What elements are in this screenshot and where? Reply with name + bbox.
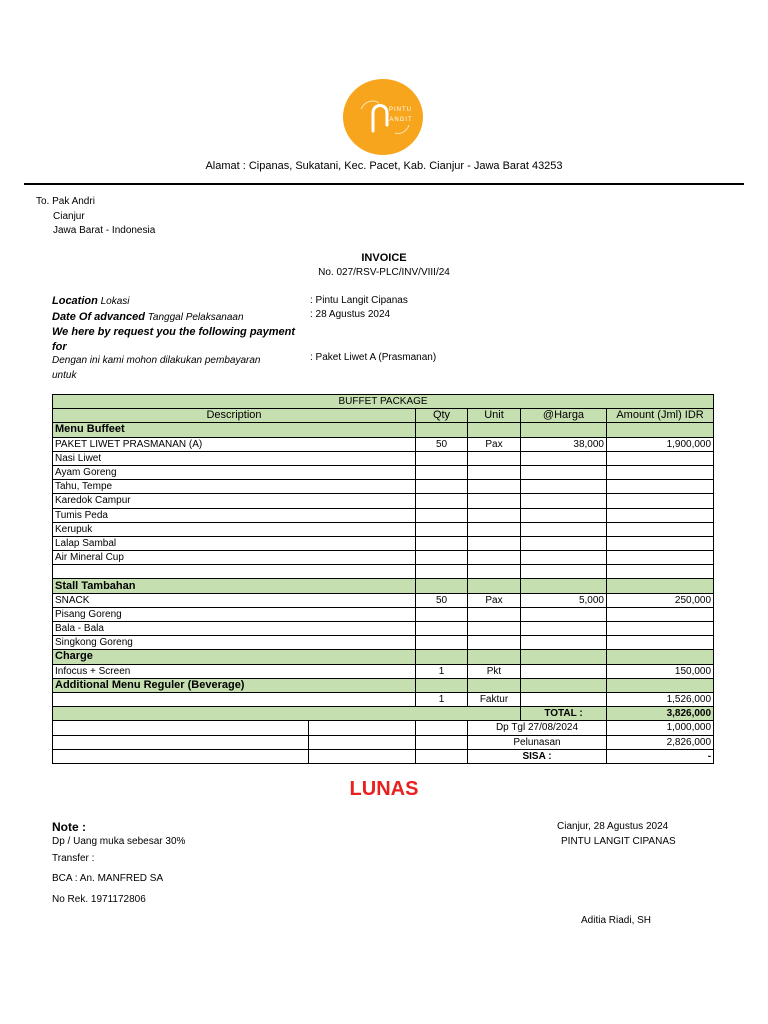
item-price (521, 565, 607, 579)
table-row (53, 622, 714, 636)
item-qty (416, 522, 468, 536)
item-unit (468, 522, 521, 536)
item-amount (607, 678, 714, 692)
item-price (521, 650, 607, 664)
table-row (53, 593, 714, 607)
item-description: Ayam Goreng (53, 465, 416, 479)
table-row (53, 437, 714, 451)
table-row (53, 522, 714, 536)
table-row (53, 451, 714, 465)
item-unit (468, 678, 521, 692)
item-qty (416, 465, 468, 479)
item-qty (416, 494, 468, 508)
item-description: Pisang Goreng (53, 607, 416, 621)
section-title: Menu Buffeet (53, 423, 416, 437)
item-description: Karedok Campur (53, 494, 416, 508)
item-amount (607, 636, 714, 650)
item-qty (416, 579, 468, 593)
item-unit (468, 565, 521, 579)
recipient-block (36, 195, 155, 239)
item-amount: 150,000 (607, 664, 714, 678)
item-description: Singkong Goreng (53, 636, 416, 650)
logo-text-bottom: LANGIT (385, 117, 413, 123)
item-price: 5,000 (521, 593, 607, 607)
item-price (521, 465, 607, 479)
item-unit (468, 465, 521, 479)
item-price (521, 494, 607, 508)
item-qty: 50 (416, 437, 468, 451)
item-amount (607, 480, 714, 494)
table-row (53, 465, 714, 479)
item-qty: 1 (416, 692, 468, 706)
dp-value: 1,000,000 (607, 721, 714, 735)
item-unit (468, 508, 521, 522)
item-unit: Faktur (468, 692, 521, 706)
item-description: Nasi Liwet (53, 451, 416, 465)
section-row (53, 678, 714, 692)
item-qty (416, 551, 468, 565)
dp-label: Dp Tgl 27/08/2024 (468, 721, 607, 735)
item-unit (468, 650, 521, 664)
note-account: No Rek. 1971172806 (52, 894, 146, 905)
recipient-city: Cianjur (53, 210, 85, 222)
item-qty (416, 423, 468, 437)
total-value: 3,826,000 (607, 707, 714, 721)
item-description (53, 565, 416, 579)
item-unit: Pax (468, 593, 521, 607)
table-row (53, 664, 714, 678)
total-label: TOTAL : (521, 707, 607, 721)
table-row (53, 636, 714, 650)
date-label-id: Tanggal Pelaksanaan (147, 311, 244, 323)
pelunasan-label: Pelunasan (468, 735, 607, 749)
item-qty (416, 636, 468, 650)
item-qty (416, 480, 468, 494)
item-qty (416, 622, 468, 636)
table-row (53, 692, 714, 706)
item-unit (468, 494, 521, 508)
item-amount: 1,900,000 (607, 437, 714, 451)
request-value: : Paket Liwet A (Prasmanan) (310, 352, 437, 363)
item-amount (607, 579, 714, 593)
paid-stamp: LUNAS (349, 778, 419, 800)
item-price (521, 678, 607, 692)
signature-place-date: Cianjur, 28 Agustus 2024 (557, 821, 669, 832)
item-price (521, 551, 607, 565)
item-price (521, 692, 607, 706)
pelunasan-value: 2,826,000 (607, 735, 714, 749)
note-dp: Dp / Uang muka sebesar 30% (52, 836, 186, 847)
request-label-line2: for (52, 340, 67, 353)
location-label-id: Lokasi (100, 296, 130, 307)
header-amount: Amount (Jml) IDR (607, 409, 714, 423)
item-description: Tumis Peda (53, 508, 416, 522)
table-title: BUFFET PACKAGE (53, 395, 714, 409)
item-price (521, 636, 607, 650)
invoice-number: No. 027/RSV-PLC/INV/VIII/24 (318, 267, 450, 278)
company-logo (343, 79, 423, 155)
invoice-table (52, 394, 714, 764)
item-amount (607, 522, 714, 536)
sisa-value: - (607, 749, 714, 763)
item-price (521, 522, 607, 536)
item-price: 38,000 (521, 437, 607, 451)
item-description: PAKET LIWET PRASMANAN (A) (53, 437, 416, 451)
header-unit: Unit (468, 409, 521, 423)
section-row (53, 423, 714, 437)
total-spacer (53, 707, 521, 721)
request-label-line1: We here by request you the following payment (52, 326, 296, 338)
table-row (53, 494, 714, 508)
item-qty (416, 451, 468, 465)
header-qty: Qty (416, 409, 468, 423)
header-divider (24, 183, 744, 185)
item-unit (468, 607, 521, 621)
item-price (521, 480, 607, 494)
date-label: Date Of advanced (52, 310, 145, 323)
item-amount (607, 465, 714, 479)
item-amount (607, 622, 714, 636)
item-unit (468, 480, 521, 494)
item-qty: 1 (416, 664, 468, 678)
company-address: Alamat : Cipanas, Sukatani, Kec. Pacet, Kab. Cianjur - Jawa Barat 43253 (205, 160, 563, 172)
item-unit (468, 551, 521, 565)
recipient-region: Jawa Barat - Indonesia (53, 225, 156, 236)
note-title: Note : (52, 820, 86, 834)
item-amount (607, 536, 714, 550)
item-qty: 50 (416, 593, 468, 607)
table-row (53, 607, 714, 621)
item-unit (468, 622, 521, 636)
item-description: Air Mineral Cup (53, 551, 416, 565)
header-description: Description (53, 409, 416, 423)
item-qty (416, 607, 468, 621)
recipient-name: To. Pak Andri (36, 196, 95, 207)
item-amount (607, 650, 714, 664)
item-unit (468, 536, 521, 550)
logo-text-top: PINTU (389, 107, 412, 113)
item-description: SNACK (53, 593, 416, 607)
invoice-title: INVOICE (361, 252, 407, 264)
item-amount (607, 551, 714, 565)
note-transfer: Transfer : (52, 853, 95, 864)
item-amount (607, 451, 714, 465)
item-unit (468, 579, 521, 593)
invoice-info-labels (52, 294, 297, 383)
item-amount: 1,526,000 (607, 692, 714, 706)
item-amount (607, 494, 714, 508)
table-row (53, 551, 714, 565)
item-amount (607, 565, 714, 579)
section-title: Additional Menu Reguler (Beverage) (53, 678, 416, 692)
item-qty (416, 508, 468, 522)
item-description: Bala - Bala (53, 622, 416, 636)
signature-name: Aditia Riadi, SH (581, 915, 652, 926)
item-unit (468, 423, 521, 437)
item-price (521, 508, 607, 522)
table-row (53, 536, 714, 550)
item-description: Infocus + Screen (53, 664, 416, 678)
item-price (521, 579, 607, 593)
item-description (53, 692, 416, 706)
item-qty (416, 565, 468, 579)
request-label-id-line2: untuk (52, 369, 77, 381)
item-unit: Pax (468, 437, 521, 451)
section-row (53, 579, 714, 593)
item-unit (468, 636, 521, 650)
location-value: : Pintu Langit Cipanas (310, 295, 408, 306)
item-price (521, 451, 607, 465)
item-amount (607, 423, 714, 437)
signature-company: PINTU LANGIT CIPANAS (561, 836, 676, 847)
item-amount (607, 607, 714, 621)
item-unit (468, 451, 521, 465)
sisa-label: SISA : (468, 749, 607, 763)
item-qty (416, 650, 468, 664)
table-row (53, 565, 714, 579)
section-title: Charge (53, 650, 416, 664)
item-amount (607, 508, 714, 522)
item-price (521, 607, 607, 621)
section-title: Stall Tambahan (53, 579, 416, 593)
header-price: @Harga (521, 409, 607, 423)
table-row (53, 508, 714, 522)
item-description: Kerupuk (53, 522, 416, 536)
item-unit: Pkt (468, 664, 521, 678)
item-qty (416, 678, 468, 692)
table-row (53, 480, 714, 494)
item-amount: 250,000 (607, 593, 714, 607)
item-price (521, 664, 607, 678)
section-row (53, 650, 714, 664)
location-label: Location (52, 295, 98, 307)
item-price (521, 622, 607, 636)
request-label-id-line1: Dengan ini kami mohon dilakukan pembayaran (52, 355, 261, 366)
item-description: Tahu, Tempe (53, 480, 416, 494)
date-value: : 28 Agustus 2024 (310, 309, 391, 320)
item-price (521, 536, 607, 550)
note-bank: BCA : An. MANFRED SA (52, 873, 164, 884)
item-description: Lalap Sambal (53, 536, 416, 550)
item-qty (416, 536, 468, 550)
item-price (521, 423, 607, 437)
